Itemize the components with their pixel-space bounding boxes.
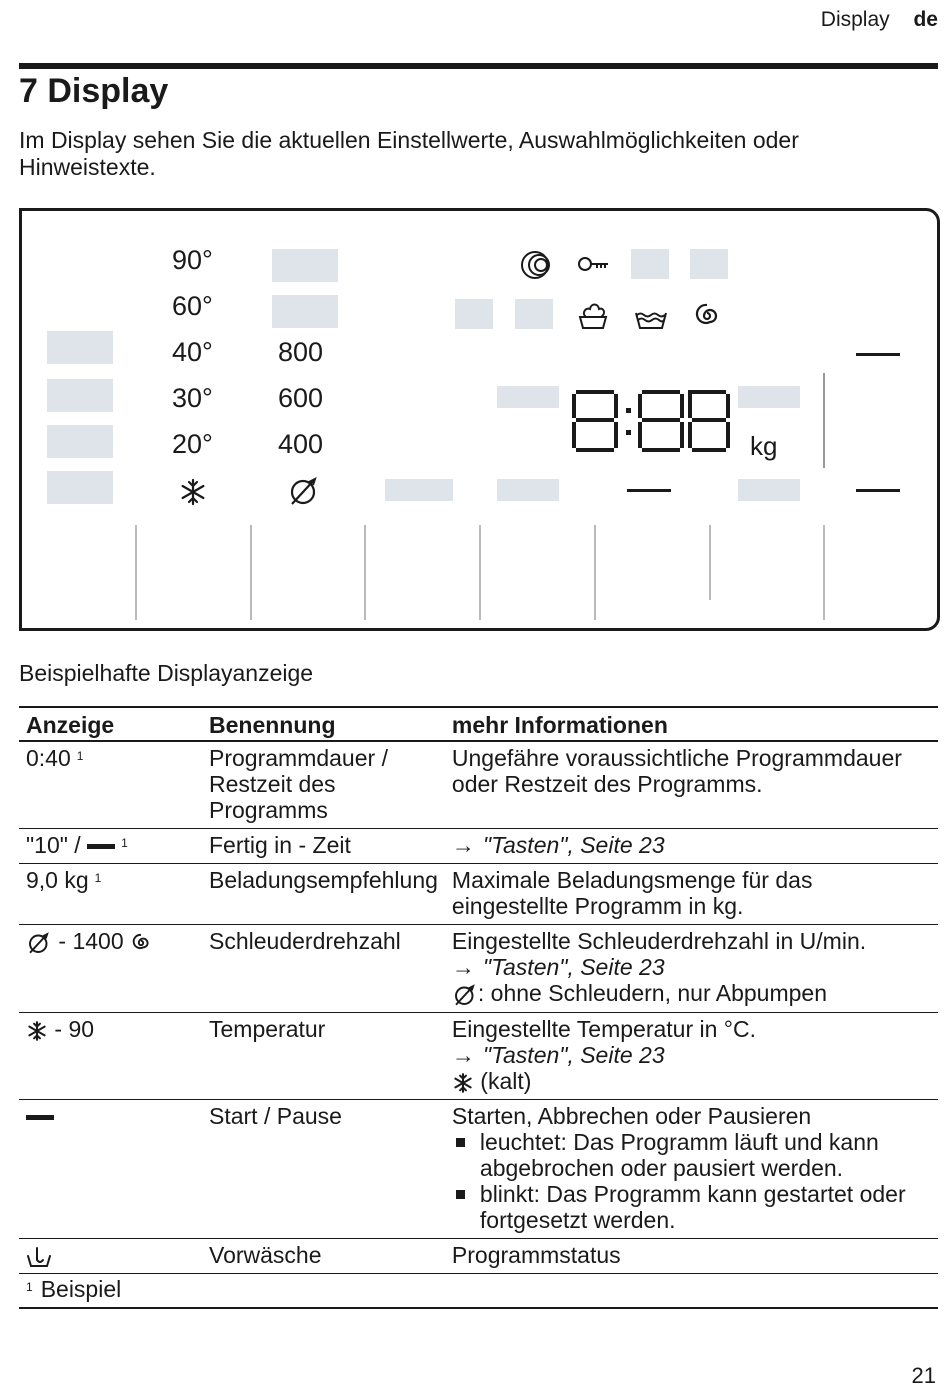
cell-info: Eingestellte Temperatur in °C. → "Tasten", Seite 23 (kalt) [445, 1012, 938, 1099]
unit-label: kg [750, 431, 778, 461]
cell-name: Start / Pause [202, 1099, 445, 1238]
display-table [19, 706, 938, 1309]
page-reference-link[interactable]: → "Tasten", Seite 23 [451, 832, 665, 858]
segment-block [738, 479, 800, 501]
divider [709, 525, 711, 600]
cell-name: Temperatur [202, 1012, 445, 1099]
cell-anzeige: "10" / $^1$ [19, 829, 202, 864]
header-section: Display [820, 8, 890, 31]
no-spin-icon [288, 475, 320, 507]
cell-anzeige [19, 1238, 202, 1273]
segment-block [455, 299, 493, 329]
dash-icon [87, 844, 115, 849]
cell-name: Programmdauer / Restzeit des Programms [202, 741, 445, 829]
cell-info: Maximale Beladungsmenge für das eingestellte Programm in kg. [445, 864, 938, 925]
segment-block [497, 386, 559, 408]
cell-anzeige: 9,0 kg $^1$ [19, 864, 202, 925]
segment-block [497, 479, 559, 501]
rinse-basin-icon [634, 303, 668, 331]
table-row [19, 741, 938, 829]
divider [135, 525, 137, 620]
column-header: Benennung [202, 707, 445, 741]
footnote-row [19, 1273, 938, 1308]
divider [594, 525, 596, 620]
cell-name: Beladungsempfehlung [202, 864, 445, 925]
cell-info: Starten, Abbrechen oder Pausieren leuchtet: Das Programm läuft und kann abgebrochen oder pausiert werden. blinkt: Das Programm kann gestartet oder fortgesetzt werden. [445, 1099, 938, 1238]
table-row [19, 829, 938, 864]
snowflake-icon [178, 477, 208, 507]
start-pause-dash [627, 489, 671, 492]
segment-block [738, 386, 800, 408]
prewash-icon [520, 249, 554, 281]
spin-label: 600 [278, 383, 324, 413]
column-header: Anzeige [19, 707, 202, 741]
spin-label: 800 [278, 337, 324, 367]
cell-info: Programmstatus [445, 1238, 938, 1273]
divider [823, 373, 825, 468]
segment-block [385, 479, 453, 501]
list-item: blinkt: Das Programm kann gestartet oder fortgesetzt werden. [452, 1181, 931, 1233]
table-header-row [19, 707, 938, 741]
list-item: leuchtet: Das Programm läuft und kann abgebrochen oder pausiert werden. [452, 1129, 931, 1181]
cell-name: Fertig in - Zeit [202, 829, 445, 864]
column-header: mehr Informationen [445, 707, 938, 741]
bullet-list [452, 1129, 931, 1233]
display-dash [856, 489, 900, 492]
segment-block [272, 249, 338, 282]
spin-label: 400 [278, 429, 324, 459]
divider [823, 525, 825, 620]
no-spin-icon [452, 983, 478, 1007]
table-row [19, 1238, 938, 1273]
cell-name: Schleuderdrehzahl [202, 925, 445, 1013]
cell-anzeige: - 1400 [19, 925, 202, 1013]
table-row [19, 1012, 938, 1099]
cell-anzeige: - 90 [19, 1012, 202, 1099]
prewash-hand-icon [26, 1246, 52, 1268]
header-language: de [913, 8, 938, 31]
cell-info: Ungefähre voraussichtliche Programmdauer oder Restzeit des Programms. [445, 741, 938, 829]
header-rule [19, 63, 938, 69]
segment-block [690, 249, 728, 279]
snowflake-icon [26, 1020, 48, 1042]
table-row [19, 1099, 938, 1238]
cell-anzeige [19, 1099, 202, 1238]
divider [364, 525, 366, 620]
page-reference-link[interactable]: → "Tasten", Seite 23 [451, 1041, 665, 1068]
page-title: 7 Display [19, 72, 169, 110]
time-readout [572, 388, 732, 454]
spin-swirl-icon [130, 932, 152, 954]
segment-block [47, 471, 113, 504]
divider [250, 525, 252, 620]
display-panel [19, 208, 940, 631]
table-row [19, 864, 938, 925]
segment-block [47, 379, 113, 412]
cell-anzeige: 0:40 $^1$ [19, 741, 202, 829]
spin-swirl-icon [692, 301, 722, 331]
temp-label: 40° [172, 337, 213, 367]
snowflake-icon [452, 1072, 474, 1094]
temp-label: 90° [172, 245, 213, 275]
intro-text: Im Display sehen Sie die aktuellen Einstellwerte, Auswahlmöglichkeiten oder Hinweistexte. [19, 127, 799, 180]
temp-label: 30° [172, 383, 213, 413]
temp-label: 60° [172, 291, 213, 321]
segment-block [631, 249, 669, 279]
page-number: 21 [911, 1363, 936, 1388]
table-row [19, 925, 938, 1013]
segment-block [515, 299, 553, 329]
running-header [821, 8, 938, 32]
footnote: $^1$ Beispiel [19, 1273, 938, 1308]
no-spin-icon [26, 931, 52, 955]
figure-caption: Beispielhafte Displayanzeige [19, 660, 314, 686]
segment-block [47, 425, 113, 458]
dash-icon [26, 1115, 54, 1120]
wash-tub-icon [577, 299, 609, 331]
segment-block [272, 295, 338, 328]
cell-name: Vorwäsche [202, 1238, 445, 1273]
segment-block [47, 331, 113, 364]
display-dash [856, 353, 900, 356]
page-reference-link[interactable]: → "Tasten", Seite 23 [451, 954, 665, 980]
cell-info [445, 829, 938, 864]
cell-info: Eingestellte Schleuderdrehzahl in U/min. → "Tasten", Seite 23 : ohne Schleudern, nur Abpumpen [445, 925, 938, 1013]
divider [479, 525, 481, 620]
temp-label: 20° [172, 429, 213, 459]
key-icon [577, 255, 611, 275]
